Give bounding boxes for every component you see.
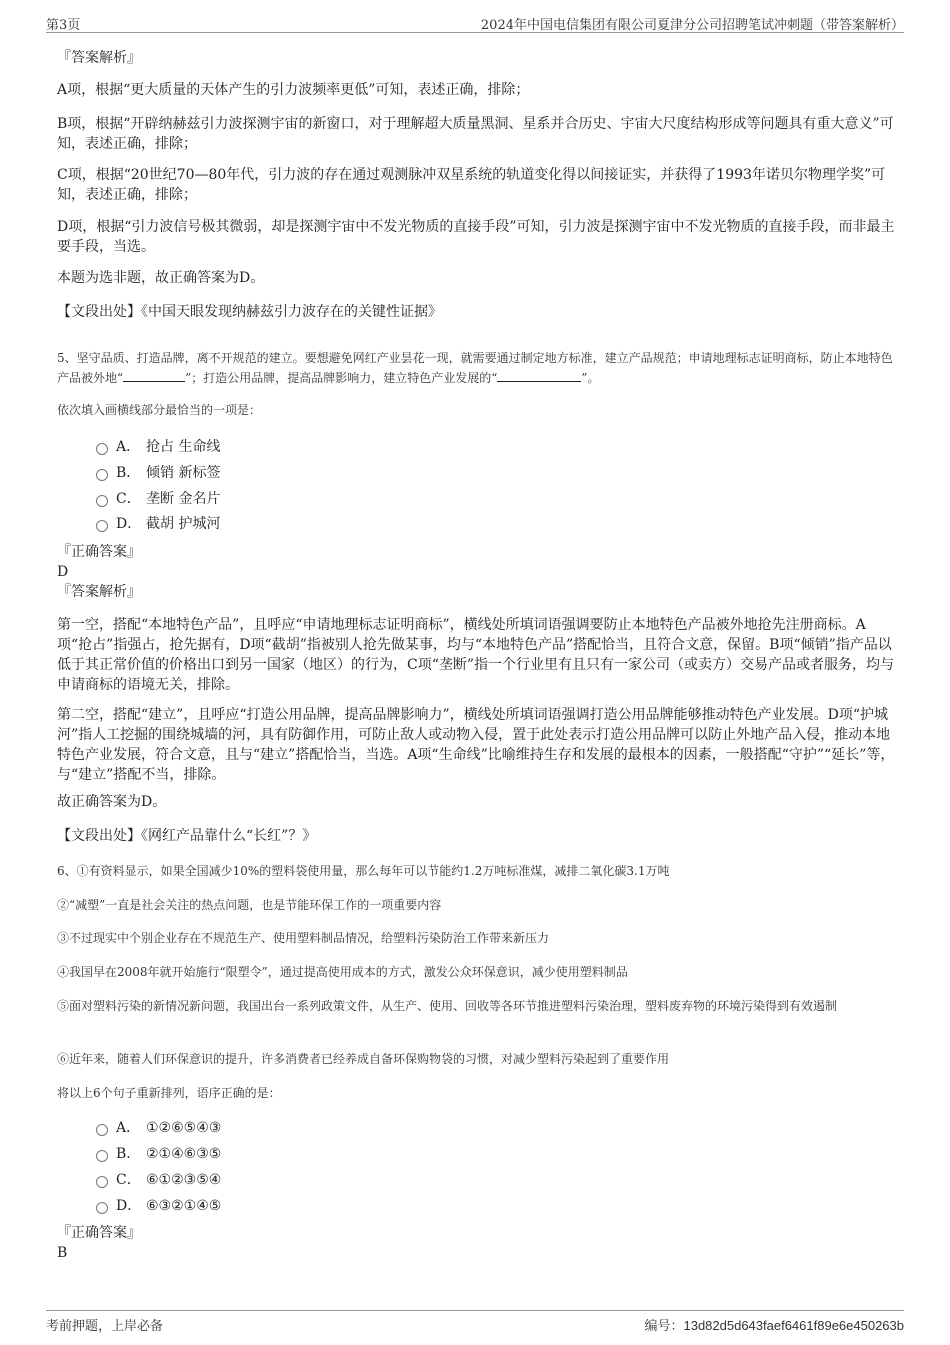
q5-conclusion: 故正确答案为D。 — [57, 794, 167, 810]
q6-prompt: 将以上6个句子重新排列，语序正确的是： — [57, 1086, 281, 1100]
q5-option-a[interactable]: A． 抢占 生命线 — [96, 437, 220, 457]
q5-option-c[interactable]: C． 垄断 金名片 — [96, 489, 220, 509]
page-footer — [46, 1310, 904, 1333]
q5-analysis-heading: 『答案解析』 — [57, 584, 141, 600]
radio-icon[interactable] — [96, 1124, 108, 1136]
q6-answer: B — [57, 1245, 68, 1261]
radio-icon[interactable] — [96, 1176, 108, 1188]
document-code: 编号：13d82d5d643faef6461f89e6e450263b — [644, 1318, 904, 1334]
q5-answer-heading: 『正确答案』 — [57, 544, 141, 560]
q6-option-c[interactable]: C． ⑥①②③⑤④ — [96, 1170, 221, 1190]
q6-sentence-1: 6、①有资料显示，如果全国减少10%的塑料袋使用量，那么每年可以节能约1.2万吨标准煤，减排二氧化碳3.1万吨 — [57, 864, 670, 878]
q4-para-c: C项，根据“20世纪70—80年代，引力波的存在通过观测脉冲双星系统的轨道变化得以间接证实，并获得了1993年诺贝尔物理学奖”可知，表述正确，排除； — [57, 167, 886, 203]
q4-analysis-heading: 『答案解析』 — [57, 50, 141, 66]
radio-icon[interactable] — [96, 495, 108, 507]
q6-option-b[interactable]: B． ②①④⑥③⑤ — [96, 1144, 221, 1164]
q6-sentence-5: ⑤面对塑料污染的新情况新问题，我国出台一系列政策文件，从生产、使用、回收等各环节推进塑料污染治理，塑料废弃物的环境污染得到有效遏制 — [57, 999, 838, 1013]
footer-slogan: 考前押题，上岸必备 — [46, 1319, 164, 1334]
q6-answer-heading: 『正确答案』 — [57, 1225, 141, 1241]
q4-para-d: D项，根据“引力波信号极其微弱，却是探测宇宙中不发光物质的直接手段”可知，引力波是探测宇宙中不发光物质的直接手段，而非最主要手段，当选。 — [57, 219, 895, 255]
q4-source: 【文段出处】《中国天眼发现纳赫兹引力波存在的关键性证据》 — [57, 304, 442, 320]
q6-sentence-4: ④我国早在2008年就开始施行“限塑令”，通过提高使用成本的方式，激发公众环保意识，减少使用塑料制品 — [57, 965, 628, 979]
q6-sentence-6: ⑥近年来，随着人们环保意识的提升，许多消费者已经养成自备环保购物袋的习惯，对减少塑料污染起到了重要作用 — [57, 1052, 670, 1066]
q5-stem: 5、坚守品质、打造品牌，离不开规范的建立。要想避免网红产业昙花一现，就需要通过制定地方标准，建立产品规范；申请地理标志证明商标，防止本地特色产品被外地“ ”；打造公用品牌，提高品牌影响力，建立特色产业发展的“ ”。 — [57, 351, 893, 385]
q4-conclusion: 本题为选非题，故正确答案为D。 — [57, 270, 265, 286]
q5-source: 【文段出处】《网红产品靠什么“长红”？》 — [57, 828, 317, 844]
q5-option-d[interactable]: D． 截胡 护城河 — [96, 514, 220, 534]
radio-icon[interactable] — [96, 469, 108, 481]
blank-1 — [123, 369, 185, 382]
q4-para-b: B项，根据“开辟纳赫兹引力波探测宇宙的新窗口，对于理解超大质量黑洞、星系并合历史、宇宙大尺度结构形成等问题具有重大意义”可知，表述正确，排除； — [57, 116, 894, 152]
q6-option-d[interactable]: D． ⑥③②①④⑤ — [96, 1196, 221, 1216]
q5-prompt: 依次填入画横线部分最恰当的一项是： — [57, 403, 262, 417]
q5-analysis-2: 第二空，搭配“建立”，且呼应“打造公用品牌，提高品牌影响力”，横线处所填词语强调打造公用品牌能够推动特色产业发展。D项“护城河”指人工挖掘的围绕城墙的河，具有防御作用，可防止敌人或动物入侵，置于此处表示打造公用品牌可以防止外地产品入侵，推动本地特色产业发展，符合文意，且与“建立”搭配恰当，当选。A项“生命线”比喻维持生存和发展的最根本的因素，一般搭配“守护”“延长”等，与“建立”搭配不当，排除。 — [57, 707, 895, 783]
q5-analysis-1: 第一空，搭配“本地特色产品”，且呼应“申请地理标志证明商标”，横线处所填词语强调要防止本地特色产品被外地抢先注册商标。A项“抢占”指强占，抢先据有，D项“截胡”指被别人抢先做某事，均与“本地特色产品”搭配恰当，且符合文意，保留。B项“倾销”指产品以低于其正常价值的价格出口到另一国家（地区）的行为，C项“垄断”指一个行业里有且只有一家公司（或卖方）交易产品或者服务，均与申请商标的语境无关，排除。 — [57, 617, 895, 693]
document-title: 2024年中国电信集团有限公司夏津分公司招聘笔试冲刺题（带答案解析） — [480, 18, 904, 33]
q4-para-a: A项，根据“更大质量的天体产生的引力波频率更低”可知，表述正确，排除； — [57, 82, 530, 98]
radio-icon[interactable] — [96, 1150, 108, 1162]
q5-option-b[interactable]: B． 倾销 新标签 — [96, 463, 220, 483]
blank-2 — [497, 369, 581, 382]
q5-answer: D — [57, 564, 69, 580]
radio-icon[interactable] — [96, 443, 108, 455]
page-number: 第3页 — [46, 18, 81, 33]
q6-sentence-3: ③不过现实中个别企业存在不规范生产、使用塑料制品情况，给塑料污染防治工作带来新压力 — [57, 931, 550, 945]
page-header — [46, 12, 904, 33]
radio-icon[interactable] — [96, 520, 108, 532]
q6-option-a[interactable]: A． ①②⑥⑤④③ — [96, 1118, 221, 1138]
q6-sentence-2: ②“减塑”一直是社会关注的热点问题，也是节能环保工作的一项重要内容 — [57, 898, 442, 912]
radio-icon[interactable] — [96, 1202, 108, 1214]
